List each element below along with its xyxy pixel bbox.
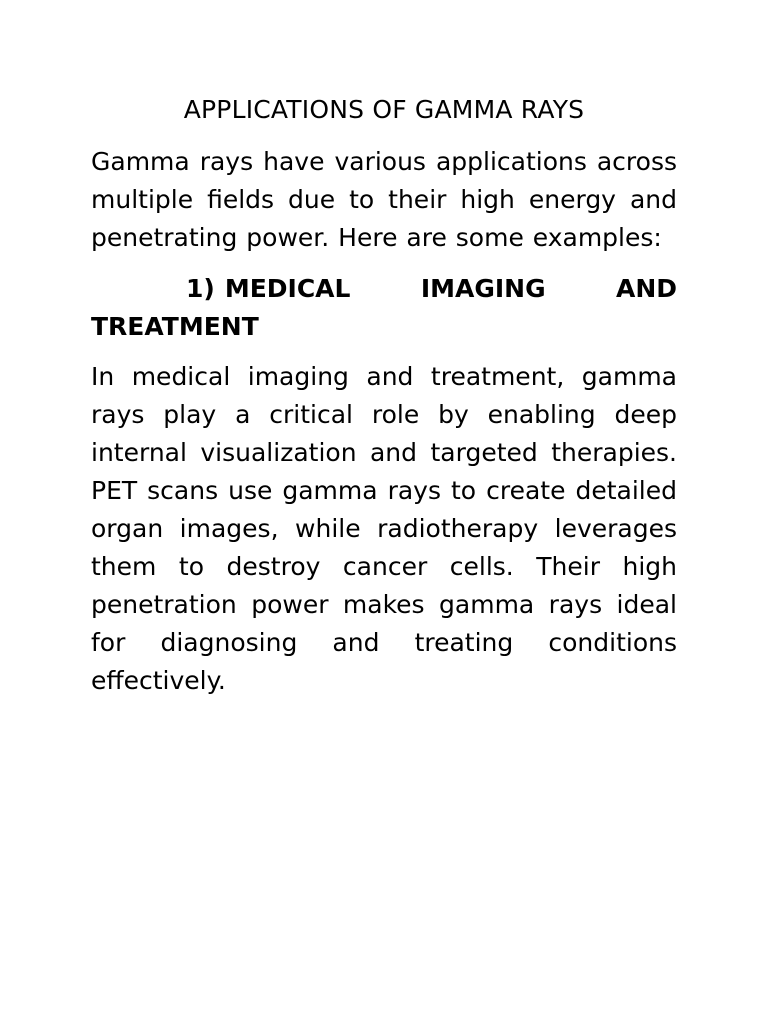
- section-number: 1): [186, 274, 215, 303]
- document-title: APPLICATIONS OF GAMMA RAYS: [183, 95, 585, 124]
- section-body-paragraph: In medical imaging and treatment, gamma rays play a critical role by enabling deep internal visualization and targeted therapies. PET scans use gamma rays to create detailed organ images, while radiotherapy leverages them to destroy cancer cells. Their high penetration power makes gamma rays ideal for diagnosing and treating conditions effectively.: [91, 362, 677, 695]
- intro-paragraph: Gamma rays have various applications across multiple fields due to their high energy and penetrating power. Here are some examples:: [91, 147, 677, 252]
- section-heading: [91, 270, 677, 346]
- section-heading-text: MEDICAL IMAGING AND TREATMENT: [91, 274, 677, 341]
- document-page: [91, 92, 677, 700]
